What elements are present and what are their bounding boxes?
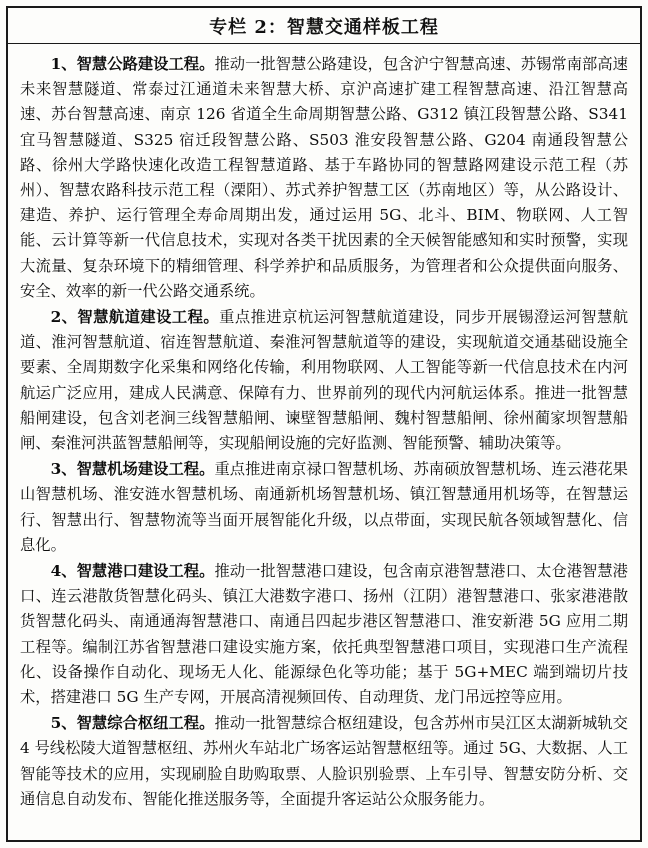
- callout-title-band: [8, 8, 640, 44]
- page-title: 专栏 2：智慧交通样板工程: [209, 16, 439, 38]
- callout-body: [8, 44, 640, 819]
- paragraph-1-text: 推动一批智慧公路建设，包含沪宁智慧高速、苏锡常南部高速未来智慧隧道、常泰过江通道未来智慧大桥、京沪高速扩建工程智慧高速、沿江智慧高速、苏台智慧高速、南京 126 省道全生命周期智慧公路、G312 镇江段智慧公路、S341 宜马智慧隧道、S325 宿迁段智慧公路、S503 淮安段智慧公路、G204 南通段智慧公路、徐州大学路快速化改造工程智慧道路、基于车路协同的智慧路网建设示范工程（苏州）、智慧农路科技示范工程（溧阳）、苏式养护智慧工区（苏南地区）等，从公路设计、建造、养护、运行管理全寿命周期出发，通过运用 5G、北斗、BIM、物联网、人工智能、云计算等新一代信息技术，实现对各类干扰因素的全天候智能感知和实时预警，实现大流量、复杂环境下的精细管理、科学养护和品质服务，为管理者和公众提供面向服务、安全、效率的新一代公路交通系统。: [20, 55, 628, 300]
- paragraph-5-lead: 5、智慧综合枢纽工程。: [50, 714, 215, 733]
- paragraph-3-lead: 3、智慧机场建设工程。: [50, 460, 215, 479]
- paragraph-3-text: 重点推进南京禄口智慧机场、苏南硕放智慧机场、连云港花果山智慧机场、淮安涟水智慧机场、南通新机场智慧机场、镇江智慧通用机场等，在智慧运行、智慧出行、智慧物流等当面开展智能化升级，以点带面，实现民航各领域智慧化、信息化。: [20, 460, 628, 554]
- paragraph-5: [20, 711, 628, 812]
- boxed-callout: [6, 6, 642, 842]
- paragraph-4-lead: 4、智慧港口建设工程。: [50, 562, 215, 581]
- paragraph-3: [20, 457, 628, 558]
- paragraph-1: [20, 52, 628, 304]
- paragraph-4-text: 推动一批智慧港口建设，包含南京港智慧港口、太仓港智慧港口、连云港散货智慧化码头、镇江大港数字港口、扬州（江阴）港智慧港口、张家港港散货智慧化码头、南通通海智慧港口、南通吕四起步港区智慧港口、淮安新港 5G 应用二期工程等。编制江苏省智慧港口建设实施方案，依托典型智慧港口项目，实现港口生产流程化、设备操作自动化、现场无人化、能源绿色化等功能；基于 5G+MEC 端到端切片技术，搭建港口 5G 生产专网，开展高清视频回传、自动理货、龙门吊远控等应用。: [20, 562, 628, 707]
- paragraph-5-text: 推动一批智慧综合枢纽建设，包含苏州市吴江区太湖新城轨交 4 号线松陵大道智慧枢纽、苏州火车站北广场客运站智慧枢纽等。通过 5G、大数据、人工智能等技术的应用，实现刷脸自助购取票、人脸识别验票、上车引导、智慧安防分析、交通信息自动发布、智能化推送服务等，全面提升客运站公众服务能力。: [20, 714, 628, 808]
- paragraph-4: [20, 559, 628, 710]
- paragraph-2: [20, 305, 628, 456]
- paragraph-2-lead: 2、智慧航道建设工程。: [50, 308, 220, 327]
- paragraph-2-text: 重点推进京杭运河智慧航道建设，同步开展锡澄运河智慧航道、淮河智慧航道、宿连智慧航道、秦淮河智慧航道等的建设，实现航道交通基础设施全要素、全周期数字化采集和网络化传输，利用物联网、人工智能等新一代信息技术在内河航运广泛应用，建成人民满意、保障有力、世界前列的现代内河航运体系。推进一批智慧船闸建设，包含刘老涧三线智慧船闸、谏壁智慧船闸、魏村智慧船闸、徐州蔺家坝智慧船闸、秦淮河洪蓝智慧船闸等，实现船闸设施的完好监测、智能预警、辅助决策等。: [20, 308, 628, 453]
- paragraph-1-lead: 1、智慧公路建设工程。: [50, 55, 215, 73]
